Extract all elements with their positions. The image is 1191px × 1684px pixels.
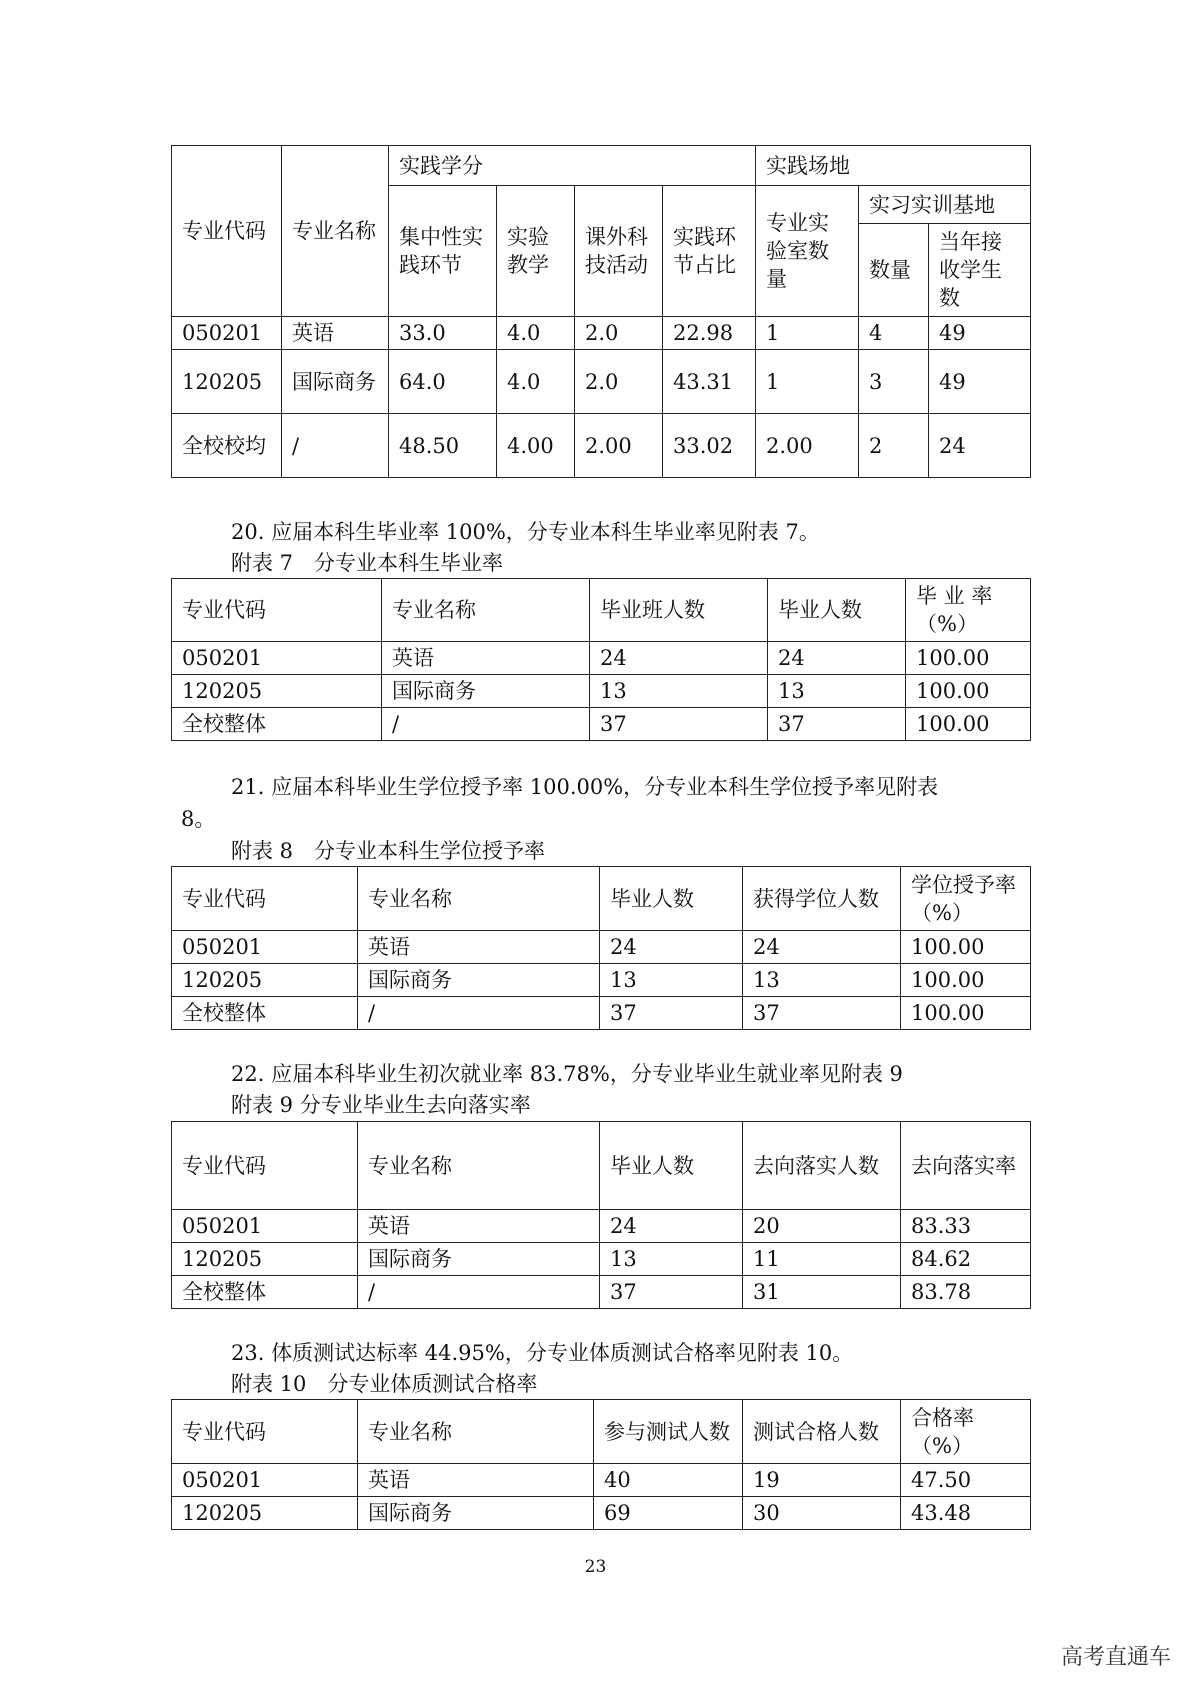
cell: 13 (600, 1243, 743, 1276)
cell: / (358, 997, 600, 1030)
cell: 英语 (358, 931, 600, 964)
cell: 64.0 (389, 350, 497, 414)
header-cell: 专业名称 (358, 1400, 594, 1464)
cell: 13 (768, 675, 906, 708)
cell: 24 (600, 1210, 743, 1243)
degree-rate-table (171, 866, 1031, 1030)
header-cell: 毕业班人数 (590, 579, 768, 642)
cell: 48.50 (389, 414, 497, 478)
header-cell: 去向落实率 (901, 1122, 1031, 1210)
cell: 英语 (358, 1210, 600, 1243)
cell: 47.50 (901, 1464, 1031, 1497)
table-row (172, 931, 1031, 964)
page-number: 23 (584, 1557, 607, 1577)
table-header-row (172, 867, 1031, 931)
cell: 22.98 (663, 317, 756, 350)
header-cell: 毕业人数 (600, 1122, 743, 1210)
cell: 37 (590, 708, 768, 741)
caption-table-10: 附表 10 分专业体质测试合格率 (231, 1372, 538, 1396)
header-cell: 去向落实人数 (743, 1122, 901, 1210)
graduation-rate-table (171, 578, 1031, 741)
table-row (172, 997, 1031, 1030)
header-cell: 获得学位人数 (743, 867, 901, 931)
cell: 4.0 (497, 317, 575, 350)
table-row (172, 414, 1031, 478)
header-cell: 测试合格人数 (743, 1400, 901, 1464)
caption-table-8: 附表 8 分专业本科生学位授予率 (231, 839, 546, 863)
header-practice-sites: 实践场地 (756, 146, 1031, 186)
cell: 83.33 (901, 1210, 1031, 1243)
header-cell: 毕业人数 (768, 579, 906, 642)
cell: 2.0 (575, 350, 663, 414)
table-row (172, 317, 1031, 350)
header-cell: 毕 业 率（%） (906, 579, 1031, 642)
header-cell: 学位授予率（%） (901, 867, 1031, 931)
table-row (172, 642, 1031, 675)
header-cell: 参与测试人数 (594, 1400, 743, 1464)
paragraph-23: 23. 体质测试达标率 44.95%，分专业体质测试合格率见附表 10。 (231, 1341, 854, 1365)
cell: 100.00 (906, 675, 1031, 708)
cell: 13 (743, 964, 901, 997)
cell: 100.00 (906, 642, 1031, 675)
header-extracurricular: 课外科技活动 (575, 186, 663, 317)
cell: 120205 (172, 1497, 358, 1530)
cell: 37 (600, 997, 743, 1030)
cell: 1 (756, 350, 859, 414)
cell: 83.78 (901, 1276, 1031, 1309)
cell: 30 (743, 1497, 901, 1530)
cell: 050201 (172, 1210, 358, 1243)
table-header-row (172, 579, 1031, 642)
cell: 2.0 (575, 317, 663, 350)
cell: 24 (768, 642, 906, 675)
cell: 050201 (172, 931, 358, 964)
cell: 全校整体 (172, 708, 382, 741)
header-cell: 专业名称 (382, 579, 590, 642)
cell: 20 (743, 1210, 901, 1243)
paragraph-20: 20. 应届本科生毕业率 100%，分专业本科生毕业率见附表 7。 (231, 520, 820, 544)
cell: 11 (743, 1243, 901, 1276)
cell: 050201 (172, 1464, 358, 1497)
header-cell: 毕业人数 (600, 867, 743, 931)
table-header-row (172, 1400, 1031, 1464)
cell: 24 (743, 931, 901, 964)
header-cell: 专业代码 (172, 1400, 358, 1464)
caption-table-9: 附表 9 分专业毕业生去向落实率 (231, 1093, 531, 1117)
cell: / (282, 414, 389, 478)
table-row (172, 964, 1031, 997)
cell: 13 (590, 675, 768, 708)
cell: 4.00 (497, 414, 575, 478)
cell: 英语 (358, 1464, 594, 1497)
cell: 43.48 (901, 1497, 1031, 1530)
header-code: 专业代码 (172, 146, 282, 317)
cell: 120205 (172, 964, 358, 997)
cell: 国际商务 (358, 964, 600, 997)
header-name: 专业名称 (282, 146, 389, 317)
cell: 33.02 (663, 414, 756, 478)
header-cell: 专业名称 (358, 867, 600, 931)
cell: 4.0 (497, 350, 575, 414)
cell: 2 (859, 414, 929, 478)
cell: 43.31 (663, 350, 756, 414)
header-cell: 专业名称 (358, 1122, 600, 1210)
header-practice-ratio: 实践环节占比 (663, 186, 756, 317)
cell: 全校整体 (172, 1276, 358, 1309)
table-row (172, 350, 1031, 414)
cell: 13 (600, 964, 743, 997)
cell: 37 (600, 1276, 743, 1309)
cell: 120205 (172, 1243, 358, 1276)
header-practice-credits: 实践学分 (389, 146, 756, 186)
cell: 050201 (172, 317, 282, 350)
cell: 49 (929, 317, 1031, 350)
cell: / (382, 708, 590, 741)
cell: / (358, 1276, 600, 1309)
caption-table-7: 附表 7 分专业本科生毕业率 (231, 551, 504, 575)
cell: 120205 (172, 350, 282, 414)
cell: 国际商务 (382, 675, 590, 708)
header-cell: 专业代码 (172, 867, 358, 931)
paragraph-21-line2: 8。 (181, 807, 216, 831)
cell: 19 (743, 1464, 901, 1497)
cell: 国际商务 (358, 1243, 600, 1276)
cell: 40 (594, 1464, 743, 1497)
cell: 49 (929, 350, 1031, 414)
cell: 24 (929, 414, 1031, 478)
cell: 4 (859, 317, 929, 350)
table-row (172, 675, 1031, 708)
cell: 100.00 (901, 997, 1031, 1030)
cell: 37 (768, 708, 906, 741)
paragraph-22: 22. 应届本科毕业生初次就业率 83.78%，分专业毕业生就业率见附表 9 (231, 1062, 903, 1086)
cell: 3 (859, 350, 929, 414)
header-cell: 专业代码 (172, 1122, 358, 1210)
cell: 100.00 (906, 708, 1031, 741)
cell: 24 (600, 931, 743, 964)
cell: 英语 (382, 642, 590, 675)
cell: 100.00 (901, 931, 1031, 964)
cell: 120205 (172, 675, 382, 708)
cell: 100.00 (901, 964, 1031, 997)
fitness-test-table (171, 1399, 1031, 1530)
cell: 1 (756, 317, 859, 350)
cell: 国际商务 (358, 1497, 594, 1530)
table-row (172, 708, 1031, 741)
cell: 英语 (282, 317, 389, 350)
practice-table (171, 145, 1031, 478)
cell: 31 (743, 1276, 901, 1309)
header-internship-base: 实习实训基地 (859, 186, 1031, 224)
cell: 2.00 (575, 414, 663, 478)
cell: 国际商务 (282, 350, 389, 414)
header-lab-count: 专业实验室数量 (756, 186, 859, 317)
cell: 37 (743, 997, 901, 1030)
table-row (172, 1243, 1031, 1276)
header-students-received: 当年接收学生数 (929, 224, 1031, 317)
table-row (172, 1210, 1031, 1243)
header-cell: 合格率（%） (901, 1400, 1031, 1464)
table-row (172, 1276, 1031, 1309)
header-cell: 专业代码 (172, 579, 382, 642)
cell: 050201 (172, 642, 382, 675)
cell: 全校校均 (172, 414, 282, 478)
table-row (172, 1464, 1031, 1497)
watermark: 高考直通车 (1060, 1645, 1171, 1670)
cell: 84.62 (901, 1243, 1031, 1276)
table-header-row (172, 1122, 1031, 1210)
header-base-count: 数量 (859, 224, 929, 317)
cell: 33.0 (389, 317, 497, 350)
employment-rate-table (171, 1121, 1031, 1309)
header-concentrated: 集中性实践环节 (389, 186, 497, 317)
cell: 2.00 (756, 414, 859, 478)
cell: 全校整体 (172, 997, 358, 1030)
paragraph-21-line1: 21. 应届本科毕业生学位授予率 100.00%，分专业本科生学位授予率见附表 (231, 775, 939, 799)
cell: 24 (590, 642, 768, 675)
cell: 69 (594, 1497, 743, 1530)
header-experiment: 实验教学 (497, 186, 575, 317)
table-row (172, 1497, 1031, 1530)
